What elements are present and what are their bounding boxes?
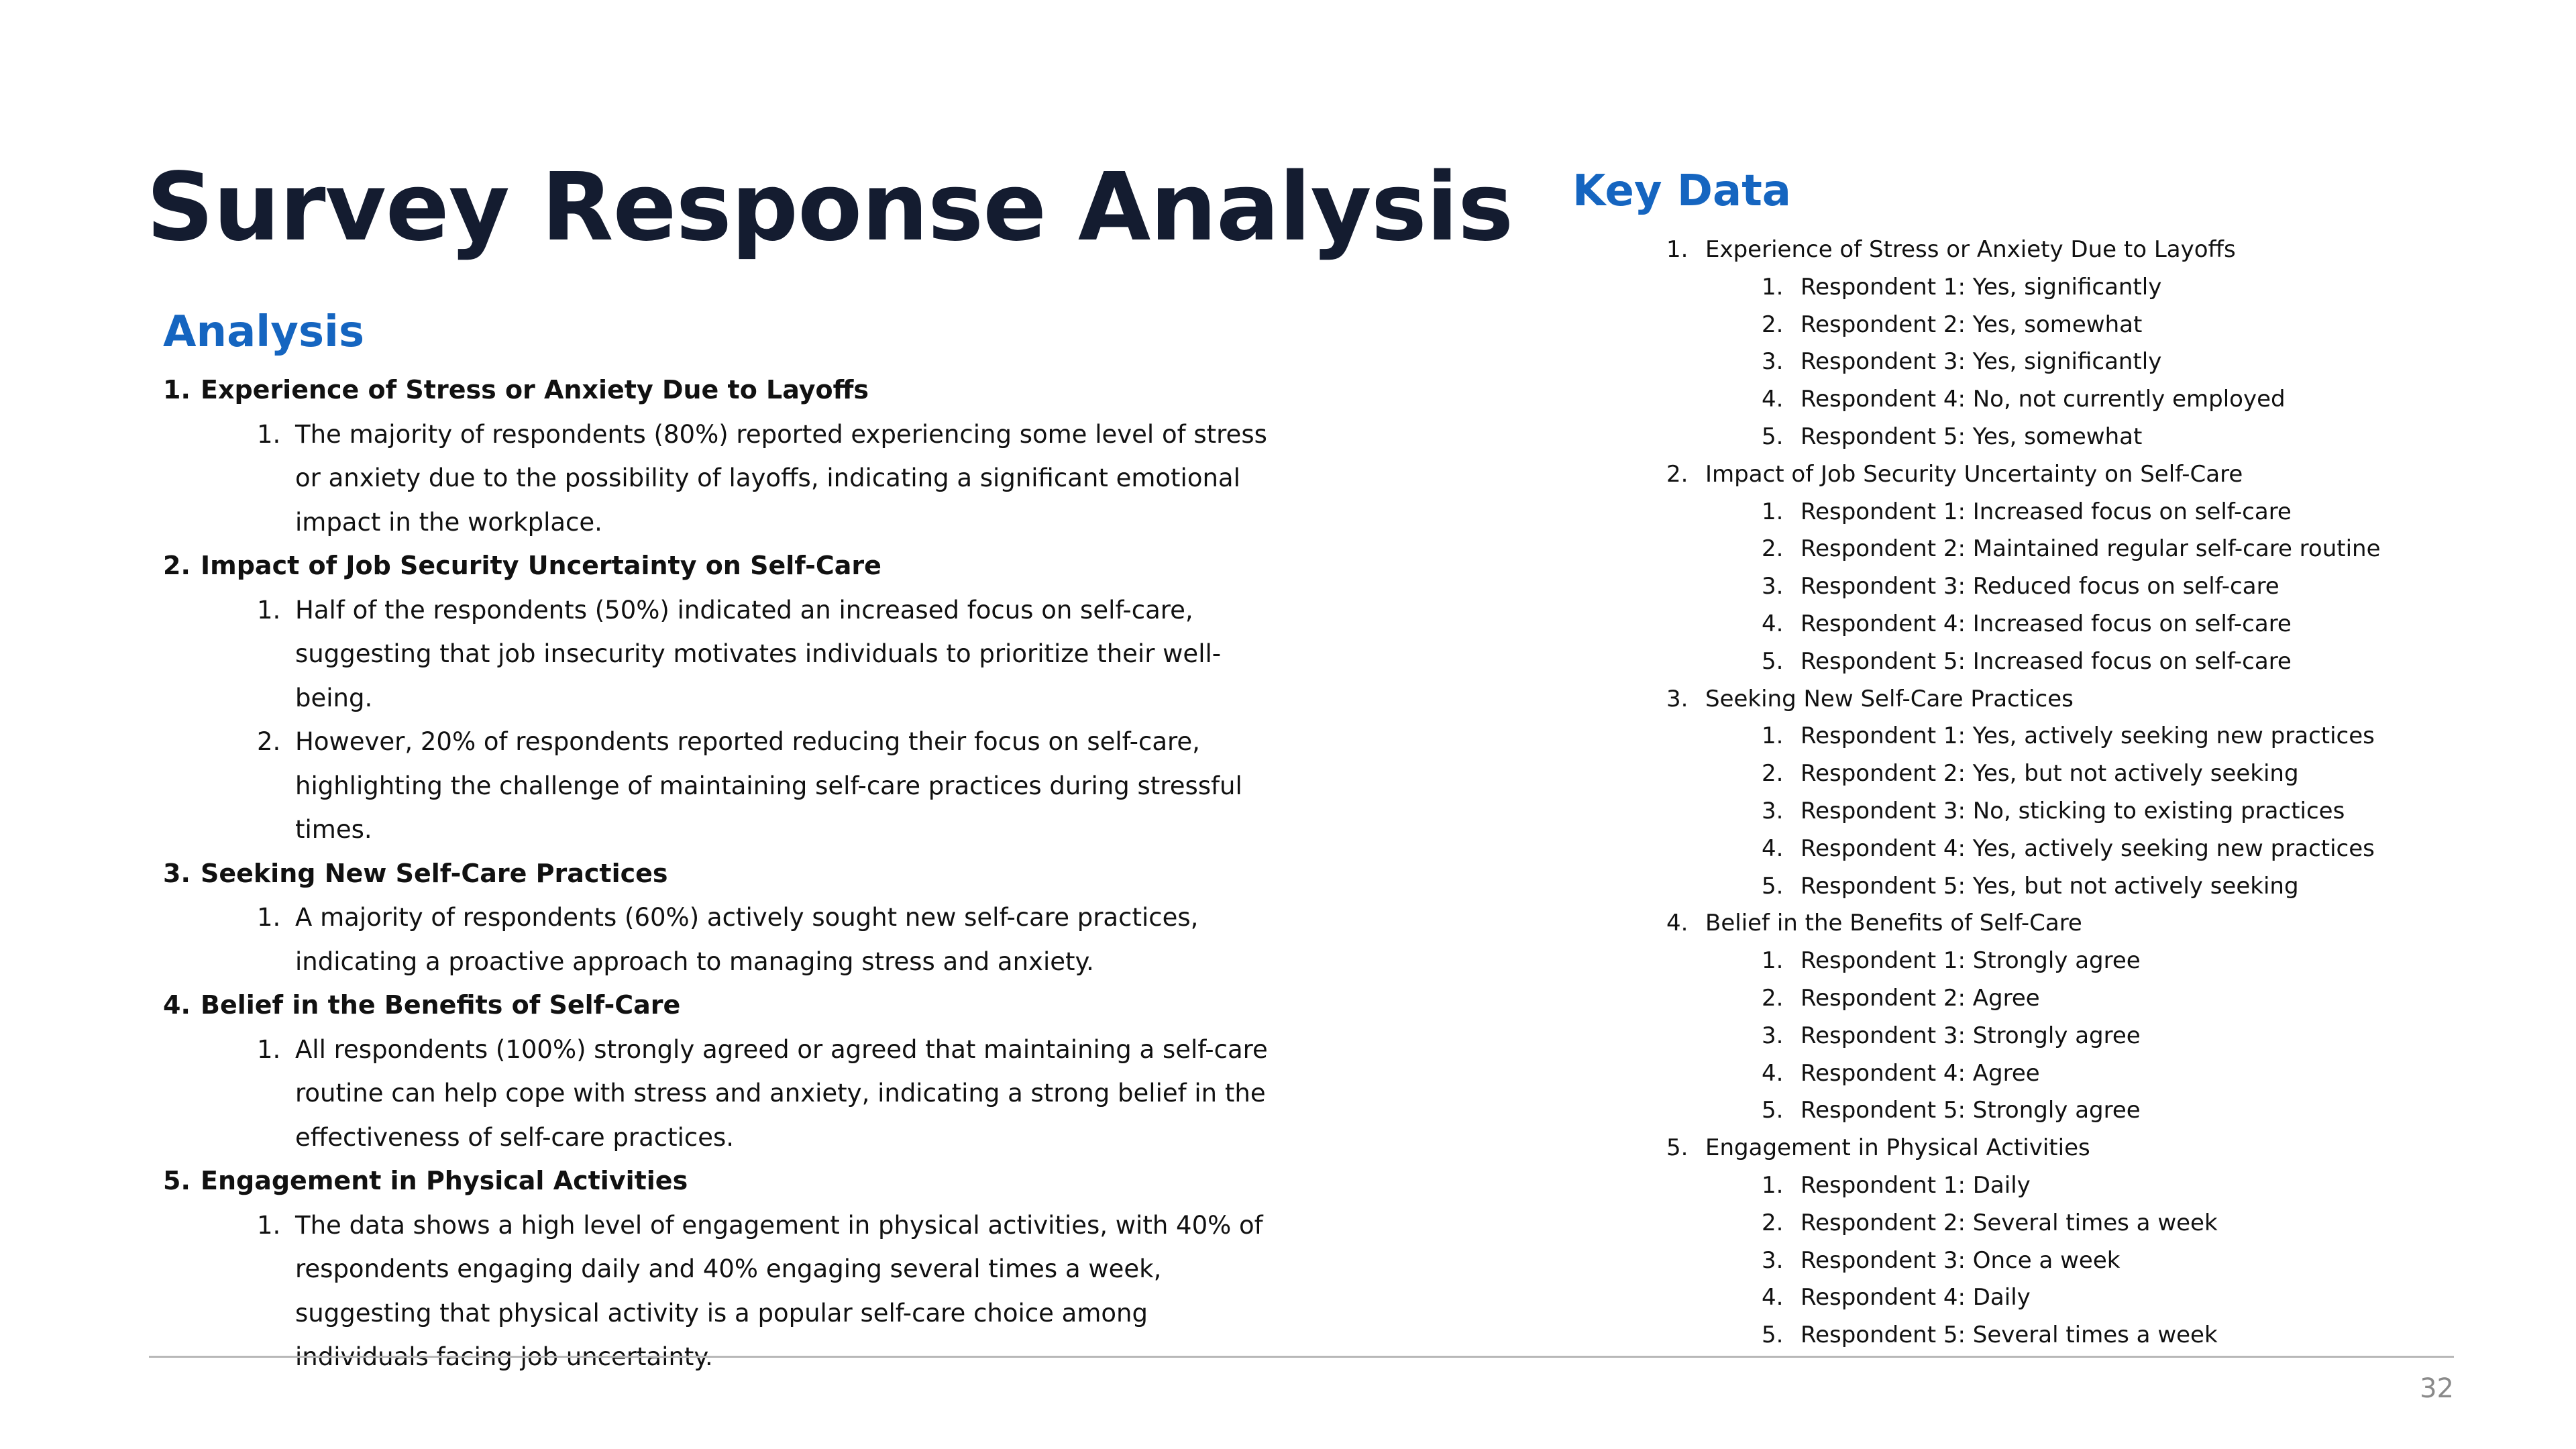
key-data-response-text: Respondent 4: Daily: [1801, 1284, 2031, 1311]
key-data-topic: [1572, 1130, 2498, 1354]
key-data-topic-text: Engagement in Physical Activities: [1705, 1134, 2090, 1162]
analysis-point: [163, 1203, 1281, 1379]
key-data-topic: [1572, 905, 2498, 1130]
key-data-heading: Key Data: [1572, 166, 1791, 216]
key-data-topic: [1572, 681, 2498, 906]
analysis-item-title: [163, 368, 1317, 413]
list-number: 5.: [1762, 872, 1784, 900]
analysis-points: [163, 413, 1317, 545]
analysis-item-title-text: Experience of Stress or Anxiety Due to Layoffs: [201, 375, 869, 405]
key-data-topic: [1572, 456, 2498, 681]
page-number: 32: [2420, 1373, 2454, 1404]
analysis-item-title: [163, 544, 1317, 588]
key-data-topic-title: [1572, 456, 2498, 494]
list-number: 2.: [163, 551, 191, 580]
key-data-response-text: Respondent 3: No, sticking to existing practices: [1801, 797, 2345, 824]
analysis-section: [163, 305, 1317, 1379]
analysis-item: [163, 368, 1317, 544]
key-data-response-text: Respondent 4: Yes, actively seeking new practices: [1801, 835, 2375, 862]
key-data-response-text: Respondent 3: Once a week: [1801, 1246, 2121, 1274]
list-number: 4.: [1762, 1059, 1784, 1087]
key-data-response: [1572, 1205, 2498, 1242]
list-number: 2.: [1762, 984, 1784, 1012]
key-data-response: [1572, 793, 2498, 830]
key-data-response-text: Respondent 1: Yes, significantly: [1801, 273, 2162, 301]
key-data-response-text: Respondent 1: Increased focus on self-care: [1801, 498, 2292, 525]
key-data-responses: [1572, 269, 2498, 456]
key-data-response: [1572, 755, 2498, 793]
list-number: 3.: [1762, 797, 1784, 824]
key-data-topic-title: [1572, 905, 2498, 943]
list-number: 3.: [163, 858, 191, 888]
list-number: 1.: [1762, 273, 1784, 301]
key-data-response-text: Respondent 2: Several times a week: [1801, 1209, 2218, 1236]
key-data-response: [1572, 1167, 2498, 1205]
key-data-topic-text: Seeking New Self-Care Practices: [1705, 685, 2074, 712]
key-data-response-text: Respondent 5: Strongly agree: [1801, 1097, 2141, 1124]
key-data-list: [1572, 231, 2498, 1354]
key-data-response: [1572, 307, 2498, 344]
analysis-point-text: Half of the respondents (50%) indicated an increased focus on self-care, suggesting that job insecurity motivates individuals to prioritize their well-being.: [295, 595, 1222, 712]
key-data-responses: [1572, 494, 2498, 681]
list-number: 5.: [1666, 1134, 1688, 1162]
list-number: 5.: [1762, 423, 1784, 450]
analysis-item: [163, 852, 1317, 984]
key-data-response-text: Respondent 5: Several times a week: [1801, 1322, 2218, 1349]
list-number: 4.: [163, 990, 191, 1020]
analysis-heading: Analysis: [163, 307, 365, 357]
key-data-response-text: Respondent 3: Reduced focus on self-care: [1801, 573, 2279, 600]
list-number: 2.: [257, 727, 281, 756]
list-number: 1.: [257, 1210, 281, 1240]
page-title: Survey Response Analysis: [146, 153, 1513, 262]
key-data-responses: [1572, 718, 2498, 905]
list-number: 3.: [1666, 685, 1688, 712]
key-data-response: [1572, 868, 2498, 906]
list-number: 5.: [163, 1166, 191, 1195]
key-data-response: [1572, 718, 2498, 755]
analysis-point: [163, 1028, 1281, 1160]
key-data-response: [1572, 531, 2498, 568]
analysis-item-title-text: Belief in the Benefits of Self-Care: [201, 990, 681, 1020]
key-data-response-text: Respondent 4: No, not currently employed: [1801, 386, 2286, 413]
key-data-response-text: Respondent 1: Yes, actively seeking new practices: [1801, 722, 2375, 750]
list-number: 3.: [1762, 1022, 1784, 1049]
list-number: 2.: [1762, 535, 1784, 563]
key-data-responses: [1572, 943, 2498, 1130]
analysis-points: [163, 1028, 1317, 1160]
key-data-response: [1572, 568, 2498, 606]
list-number: 4.: [1762, 386, 1784, 413]
key-data-response: [1572, 643, 2498, 681]
key-data-response-text: Respondent 5: Yes, somewhat: [1801, 423, 2143, 450]
key-data-response-text: Respondent 3: Yes, significantly: [1801, 348, 2162, 376]
key-data-topic-text: Impact of Job Security Uncertainty on Self-Care: [1705, 460, 2243, 488]
list-number: 3.: [1762, 1246, 1784, 1274]
key-data-response: [1572, 343, 2498, 381]
list-number: 5.: [1762, 647, 1784, 675]
key-data-response-text: Respondent 2: Maintained regular self-care routine: [1801, 535, 2381, 563]
analysis-point-text: The data shows a high level of engagement in physical activities, with 40% of respondents engaging daily and 40% engaging several times a week, suggesting that physical activity is a popular self-care choice among individuals facing job uncertainty.: [295, 1210, 1263, 1371]
analysis-points: [163, 896, 1317, 983]
list-number: 2.: [1666, 460, 1688, 488]
list-number: 5.: [1762, 1097, 1784, 1124]
key-data-section: [1572, 164, 2498, 1354]
analysis-item-title-text: Impact of Job Security Uncertainty on Self-Care: [201, 551, 881, 580]
analysis-item-title-text: Engagement in Physical Activities: [201, 1166, 688, 1195]
key-data-response: [1572, 494, 2498, 531]
key-data-response-text: Respondent 2: Agree: [1801, 984, 2040, 1012]
key-data-response-text: Respondent 5: Yes, but not actively seeking: [1801, 872, 2299, 900]
key-data-response-text: Respondent 2: Yes, somewhat: [1801, 311, 2143, 338]
key-data-response: [1572, 1242, 2498, 1280]
list-number: 1.: [1666, 236, 1688, 263]
key-data-response: [1572, 980, 2498, 1018]
key-data-response-text: Respondent 4: Increased focus on self-care: [1801, 610, 2292, 637]
key-data-response: [1572, 1279, 2498, 1317]
list-number: 2.: [1762, 311, 1784, 338]
list-number: 4.: [1666, 910, 1688, 937]
key-data-response: [1572, 381, 2498, 419]
list-number: 4.: [1762, 610, 1784, 637]
analysis-item: [163, 544, 1317, 852]
key-data-topic-text: Experience of Stress or Anxiety Due to Layoffs: [1705, 236, 2236, 263]
analysis-points: [163, 1203, 1317, 1379]
analysis-point: [163, 896, 1281, 983]
key-data-topic-title: [1572, 681, 2498, 718]
list-number: 1.: [257, 1034, 281, 1064]
key-data-response: [1572, 606, 2498, 643]
analysis-point-text: However, 20% of respondents reported reducing their focus on self-care, highlighting the challenge of maintaining self-care practices during stressful times.: [295, 727, 1242, 844]
key-data-response: [1572, 943, 2498, 980]
key-data-response: [1572, 830, 2498, 868]
list-number: 3.: [1762, 348, 1784, 376]
key-data-response-text: Respondent 2: Yes, but not actively seeking: [1801, 760, 2299, 788]
list-number: 1.: [257, 419, 281, 449]
list-number: 2.: [1762, 1209, 1784, 1236]
list-number: 1.: [163, 375, 191, 405]
key-data-topic: [1572, 231, 2498, 456]
analysis-item-title-text: Seeking New Self-Care Practices: [201, 858, 668, 888]
key-data-response-text: Respondent 3: Strongly agree: [1801, 1022, 2141, 1049]
list-number: 4.: [1762, 835, 1784, 862]
analysis-item-title: [163, 983, 1317, 1028]
analysis-point: [163, 413, 1281, 545]
key-data-response-text: Respondent 5: Increased focus on self-care: [1801, 647, 2292, 675]
key-data-response: [1572, 1092, 2498, 1130]
key-data-responses: [1572, 1167, 2498, 1354]
list-number: 1.: [1762, 498, 1784, 525]
analysis-item: [163, 1159, 1317, 1379]
list-number: 2.: [1762, 760, 1784, 788]
footer-divider: [149, 1356, 2454, 1358]
key-data-response: [1572, 269, 2498, 307]
list-number: 1.: [257, 595, 281, 625]
analysis-point-text: A majority of respondents (60%) actively sought new self-care practices, indicating a proactive approach to managing stress and anxiety.: [295, 903, 1199, 976]
list-number: 1.: [1762, 722, 1784, 750]
analysis-points: [163, 588, 1317, 852]
key-data-response: [1572, 1055, 2498, 1093]
key-data-response-text: Respondent 1: Daily: [1801, 1171, 2031, 1199]
key-data-response-text: Respondent 1: Strongly agree: [1801, 947, 2141, 975]
list-number: 5.: [1762, 1322, 1784, 1349]
analysis-point-text: All respondents (100%) strongly agreed or agreed that maintaining a self-care routine can help cope with stress and anxiety, indicating a strong belief in the effectiveness of self-care practices.: [295, 1034, 1268, 1152]
key-data-response: [1572, 1018, 2498, 1055]
key-data-topic-title: [1572, 231, 2498, 269]
key-data-topic-text: Belief in the Benefits of Self-Care: [1705, 910, 2082, 937]
list-number: 4.: [1762, 1284, 1784, 1311]
key-data-response: [1572, 1317, 2498, 1354]
list-number: 1.: [257, 903, 281, 932]
analysis-point: [163, 588, 1281, 720]
list-number: 1.: [1762, 947, 1784, 975]
list-number: 3.: [1762, 573, 1784, 600]
key-data-response: [1572, 419, 2498, 456]
analysis-point: [163, 720, 1281, 852]
analysis-item-title: [163, 1159, 1317, 1203]
key-data-topic-title: [1572, 1130, 2498, 1167]
key-data-response-text: Respondent 4: Agree: [1801, 1059, 2040, 1087]
list-number: 1.: [1762, 1171, 1784, 1199]
analysis-point-text: The majority of respondents (80%) reported experiencing some level of stress or anxiety due to the possibility of layoffs, indicating a significant emotional impact in the workplace.: [295, 419, 1267, 537]
analysis-item-title: [163, 852, 1317, 896]
analysis-list: [163, 368, 1317, 1379]
analysis-item: [163, 983, 1317, 1159]
